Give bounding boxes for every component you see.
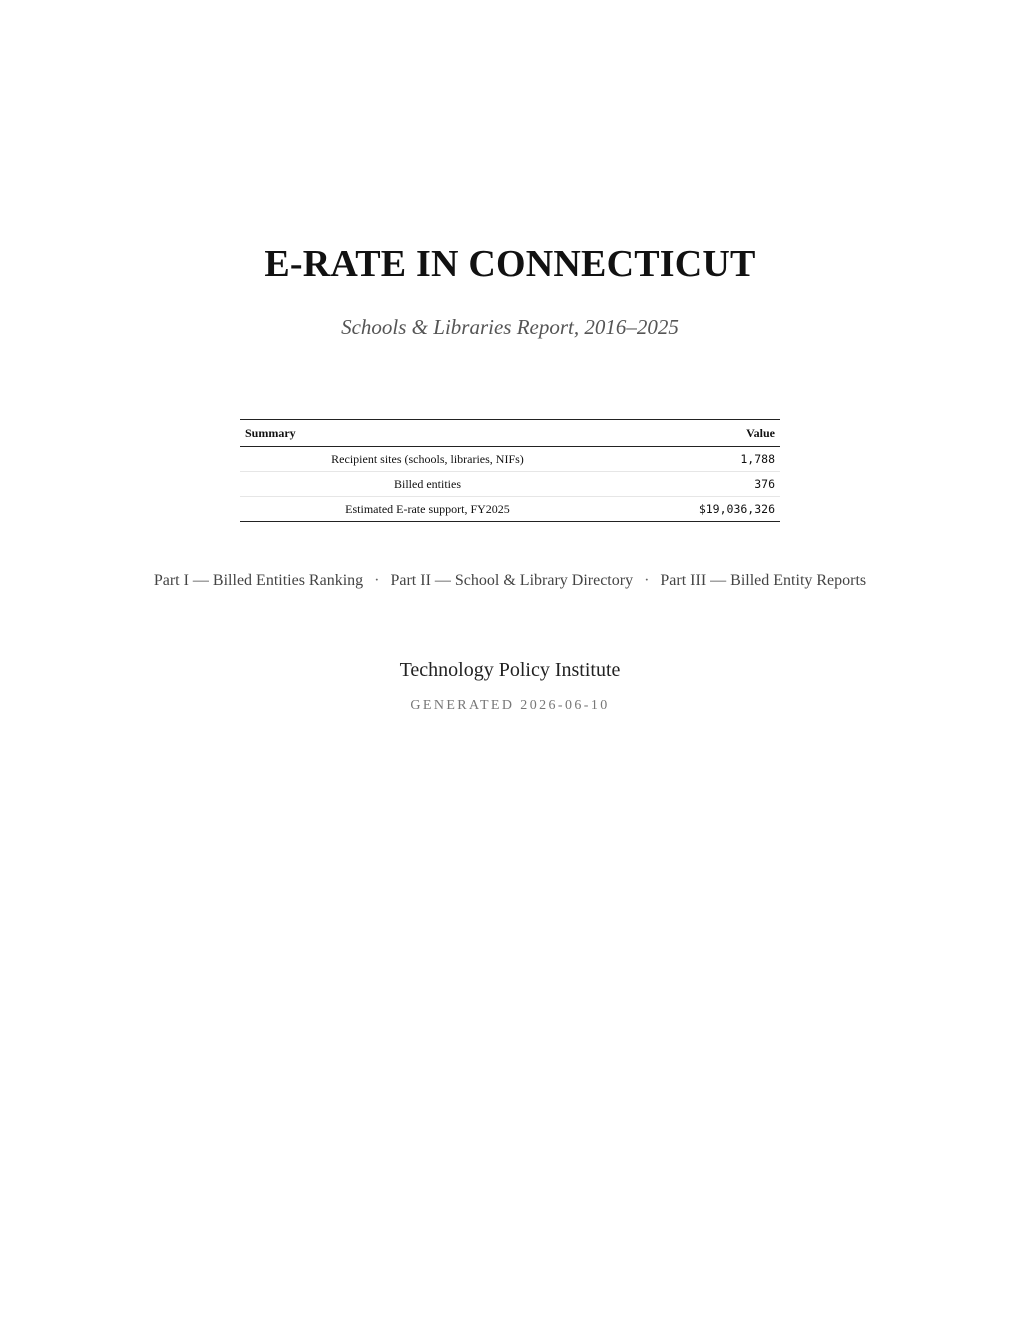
- summary-header-row: [240, 420, 780, 447]
- parts-navigation: [0, 570, 1020, 592]
- table-row: [240, 447, 780, 472]
- summary-header-value: Value: [615, 420, 780, 447]
- organization-name: Technology Policy Institute: [399, 659, 621, 681]
- summary-row-value: 376: [615, 472, 780, 497]
- summary-row-label: Recipient sites (schools, libraries, NIFs): [331, 451, 524, 466]
- report-title: E-RATE IN CONNECTICUT: [264, 243, 756, 285]
- summary-row-value: 1,788: [740, 452, 775, 466]
- table-row: [240, 497, 780, 522]
- summary-row-label: Estimated E-rate support, FY2025: [240, 497, 615, 522]
- parts-separator: ·: [374, 572, 380, 589]
- summary-row-value: $19,036,326: [615, 497, 780, 522]
- summary-table: [240, 419, 780, 522]
- summary-row-label: Billed entities: [240, 472, 615, 497]
- report-subtitle: Schools & Libraries Report, 2016–2025: [341, 315, 679, 339]
- part-3-link[interactable]: Part III — Billed Entity Reports: [660, 572, 867, 589]
- table-row: [240, 472, 780, 497]
- parts-separator: ·: [644, 572, 650, 589]
- part-2-link[interactable]: Part II — School & Library Directory: [390, 572, 634, 589]
- generated-date: GENERATED 2026-06-10: [410, 698, 610, 713]
- part-1-link[interactable]: Part I — Billed Entities Ranking: [153, 572, 364, 589]
- summary-header-label: Summary: [240, 420, 615, 447]
